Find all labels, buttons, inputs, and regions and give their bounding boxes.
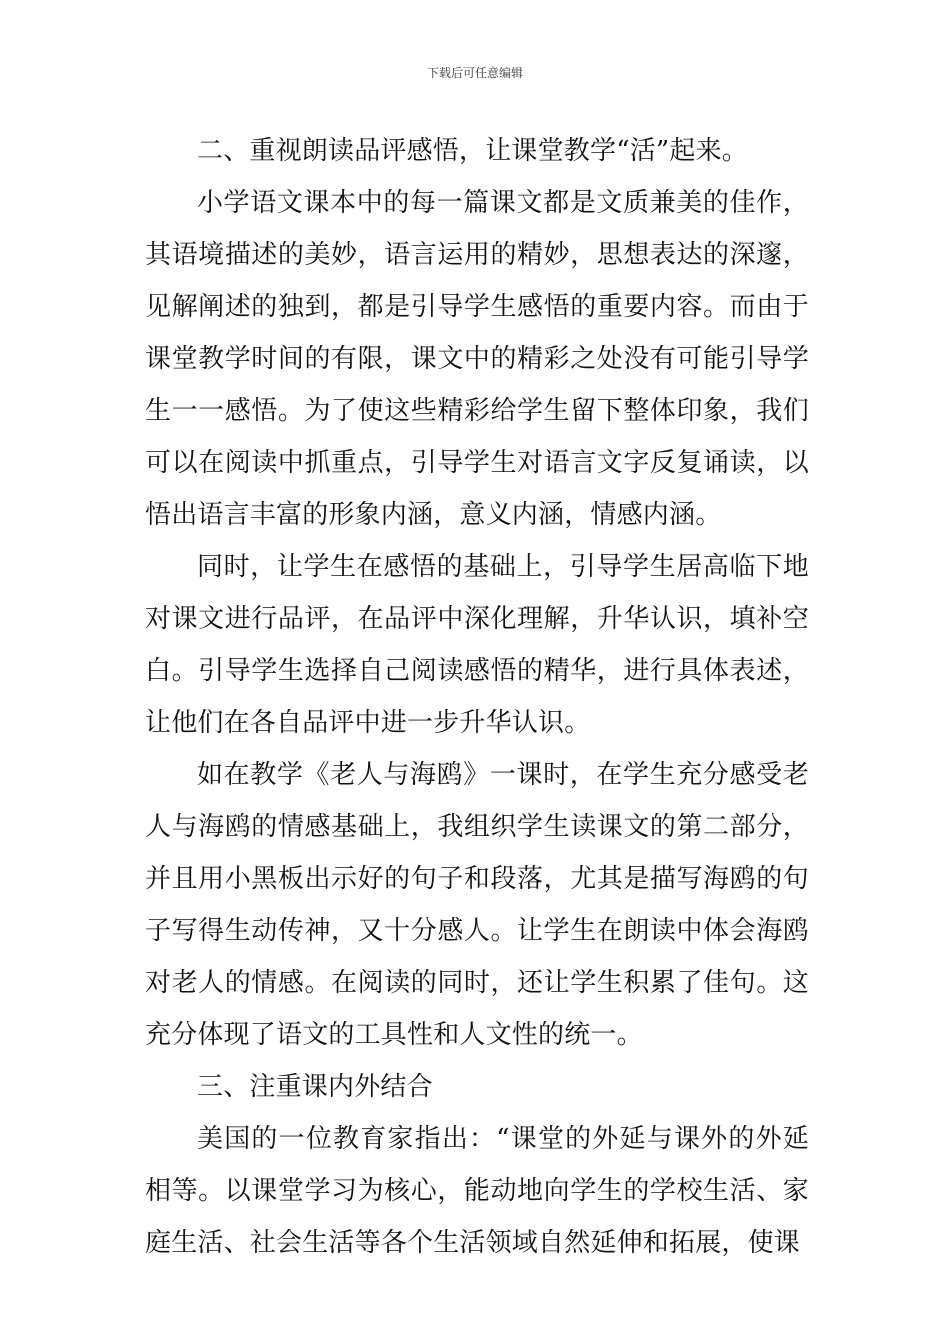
paragraph: 美国的一位教育家指出：“课堂的外延与课外的外延相等。以课堂学习为核心，能动地向学生的学校生活、家庭生活、社会生活等各个生活领域自然延伸和拓展，使课 — [145, 1124, 809, 1258]
section-heading-3: 三、注重课内外结合 — [197, 1072, 433, 1102]
section-heading-2: 二、重视朗读品评感悟，让课堂教学“活”起来。 — [197, 136, 748, 166]
document-body — [145, 125, 809, 1269]
paragraph: 如在教学《老人与海鸥》一课时，在学生充分感受老人与海鸥的情感基础上，我组织学生读课文的第二部分，并且用小黑板出示好的句子和段落，尤其是描写海鸥的句子写得生动传神，又十分感人。让学生在朗读中体会海鸥对老人的情感。在阅读的同时，还让学生积累了佳句。这充分体现了语文的工具性和人文性的统一。 — [145, 760, 809, 1050]
page-header: 下载后可任意编辑 — [426, 66, 523, 80]
paragraph: 同时，让学生在感悟的基础上，引导学生居高临下地对课文进行品评，在品评中深化理解，升华认识，填补空白。引导学生选择自己阅读感悟的精华，进行具体表述，让他们在各自品评中进一步升华认识。 — [145, 552, 809, 738]
paragraph: 小学语文课本中的每一篇课文都是文质兼美的佳作，其语境描述的美妙，语言运用的精妙，思想表达的深邃，见解阐述的独到，都是引导学生感悟的重要内容。而由于课堂教学时间的有限，课文中的精彩之处没有可能引导学生一一感悟。为了使这些精彩给学生留下整体印象，我们可以在阅读中抓重点，引导学生对语言文字反复诵读，以悟出语言丰富的形象内涵，意义内涵，情感内涵。 — [145, 188, 809, 530]
